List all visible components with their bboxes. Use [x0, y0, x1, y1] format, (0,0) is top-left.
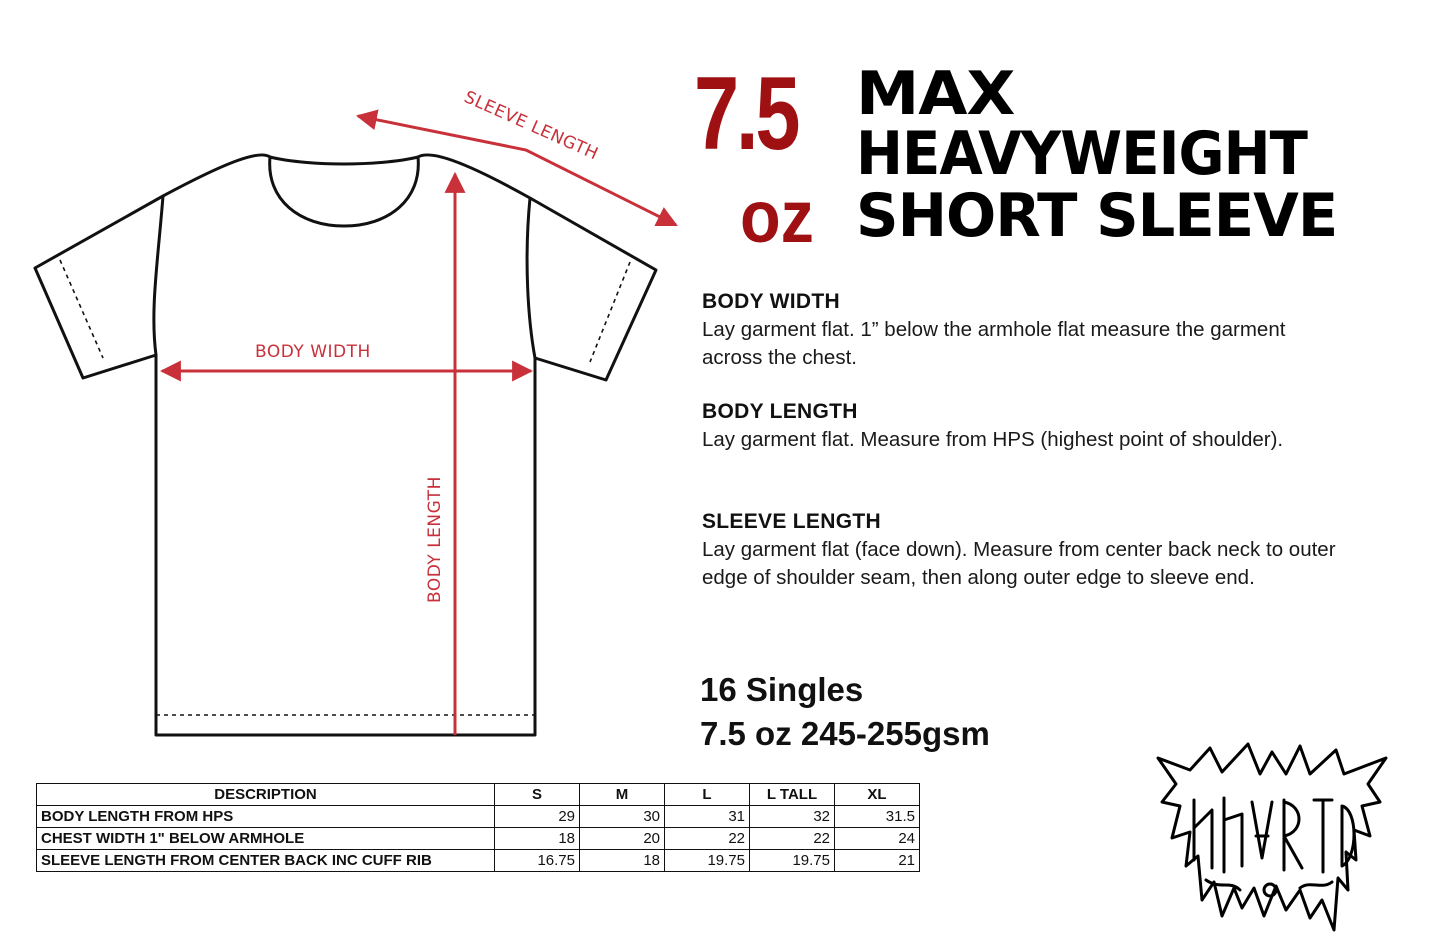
weight-number: 7.5: [694, 56, 798, 172]
metal-band-logo-icon: [1150, 740, 1395, 940]
table-row: [37, 828, 920, 850]
tshirt-outline: [35, 155, 656, 735]
table-cell: 18: [580, 850, 665, 872]
body-width-label: BODY WIDTH: [255, 342, 371, 362]
spec-heading: BODY LENGTH: [702, 400, 858, 423]
size-chart-table: [36, 783, 920, 872]
column-header: M: [580, 784, 665, 806]
body-length-label: BODY LENGTH: [425, 476, 445, 603]
column-header: L: [665, 784, 750, 806]
row-description: CHEST WIDTH 1" BELOW ARMHOLE: [37, 828, 495, 850]
fabric-info: [700, 668, 990, 756]
table-cell: 16.75: [495, 850, 580, 872]
table-header-row: [37, 784, 920, 806]
row-description: BODY LENGTH FROM HPS: [37, 806, 495, 828]
table-cell: 21: [835, 850, 920, 872]
table-row: [37, 850, 920, 872]
sleeve-length-label: SLEEVE LENGTH: [460, 87, 602, 165]
table-cell: 18: [495, 828, 580, 850]
weight-unit: oz: [740, 175, 814, 258]
fabric-weight: 7.5 oz 245-255gsm: [700, 715, 990, 752]
table-cell: 19.75: [750, 850, 835, 872]
table-cell: 22: [750, 828, 835, 850]
spec-body-width: [702, 289, 1342, 371]
table-row: [37, 806, 920, 828]
column-header: XL: [835, 784, 920, 806]
table-cell: 30: [580, 806, 665, 828]
product-title: [690, 56, 1430, 258]
title-line-short-sleeve: SHORT SLEEVE: [856, 181, 1338, 251]
spec-heading: BODY WIDTH: [702, 290, 840, 313]
table-cell: 31: [665, 806, 750, 828]
column-header: DESCRIPTION: [37, 784, 495, 806]
title-line-max: MAX: [856, 59, 1015, 129]
table-cell: 32: [750, 806, 835, 828]
table-cell: 20: [580, 828, 665, 850]
tshirt-measurement-diagram: [0, 0, 700, 760]
table-cell: 31.5: [835, 806, 920, 828]
table-cell: 22: [665, 828, 750, 850]
title-line-heavyweight: HEAVYWEIGHT: [856, 119, 1307, 189]
spec-text: Lay garment flat. Measure from HPS (highest point of shoulder).: [702, 428, 1284, 451]
table-cell: 29: [495, 806, 580, 828]
spec-sleeve-length: [702, 509, 1342, 591]
sleeve-length-arrow: [358, 116, 676, 225]
spec-body-length: [702, 399, 1342, 454]
row-description: SLEEVE LENGTH FROM CENTER BACK INC CUFF RIB: [37, 850, 495, 872]
spec-text: Lay garment flat. 1” below the armhole flat measure the garment across the chest.: [702, 318, 1286, 369]
table-cell: 19.75: [665, 850, 750, 872]
fabric-singles: 16 Singles: [700, 671, 864, 708]
spec-heading: SLEEVE LENGTH: [702, 510, 881, 533]
spec-text: Lay garment flat (face down). Measure from center back neck to outer edge of shoulder seam, then along outer edge to sleeve end.: [702, 538, 1336, 589]
column-header: S: [495, 784, 580, 806]
column-header: L TALL: [750, 784, 835, 806]
table-cell: 24: [835, 828, 920, 850]
